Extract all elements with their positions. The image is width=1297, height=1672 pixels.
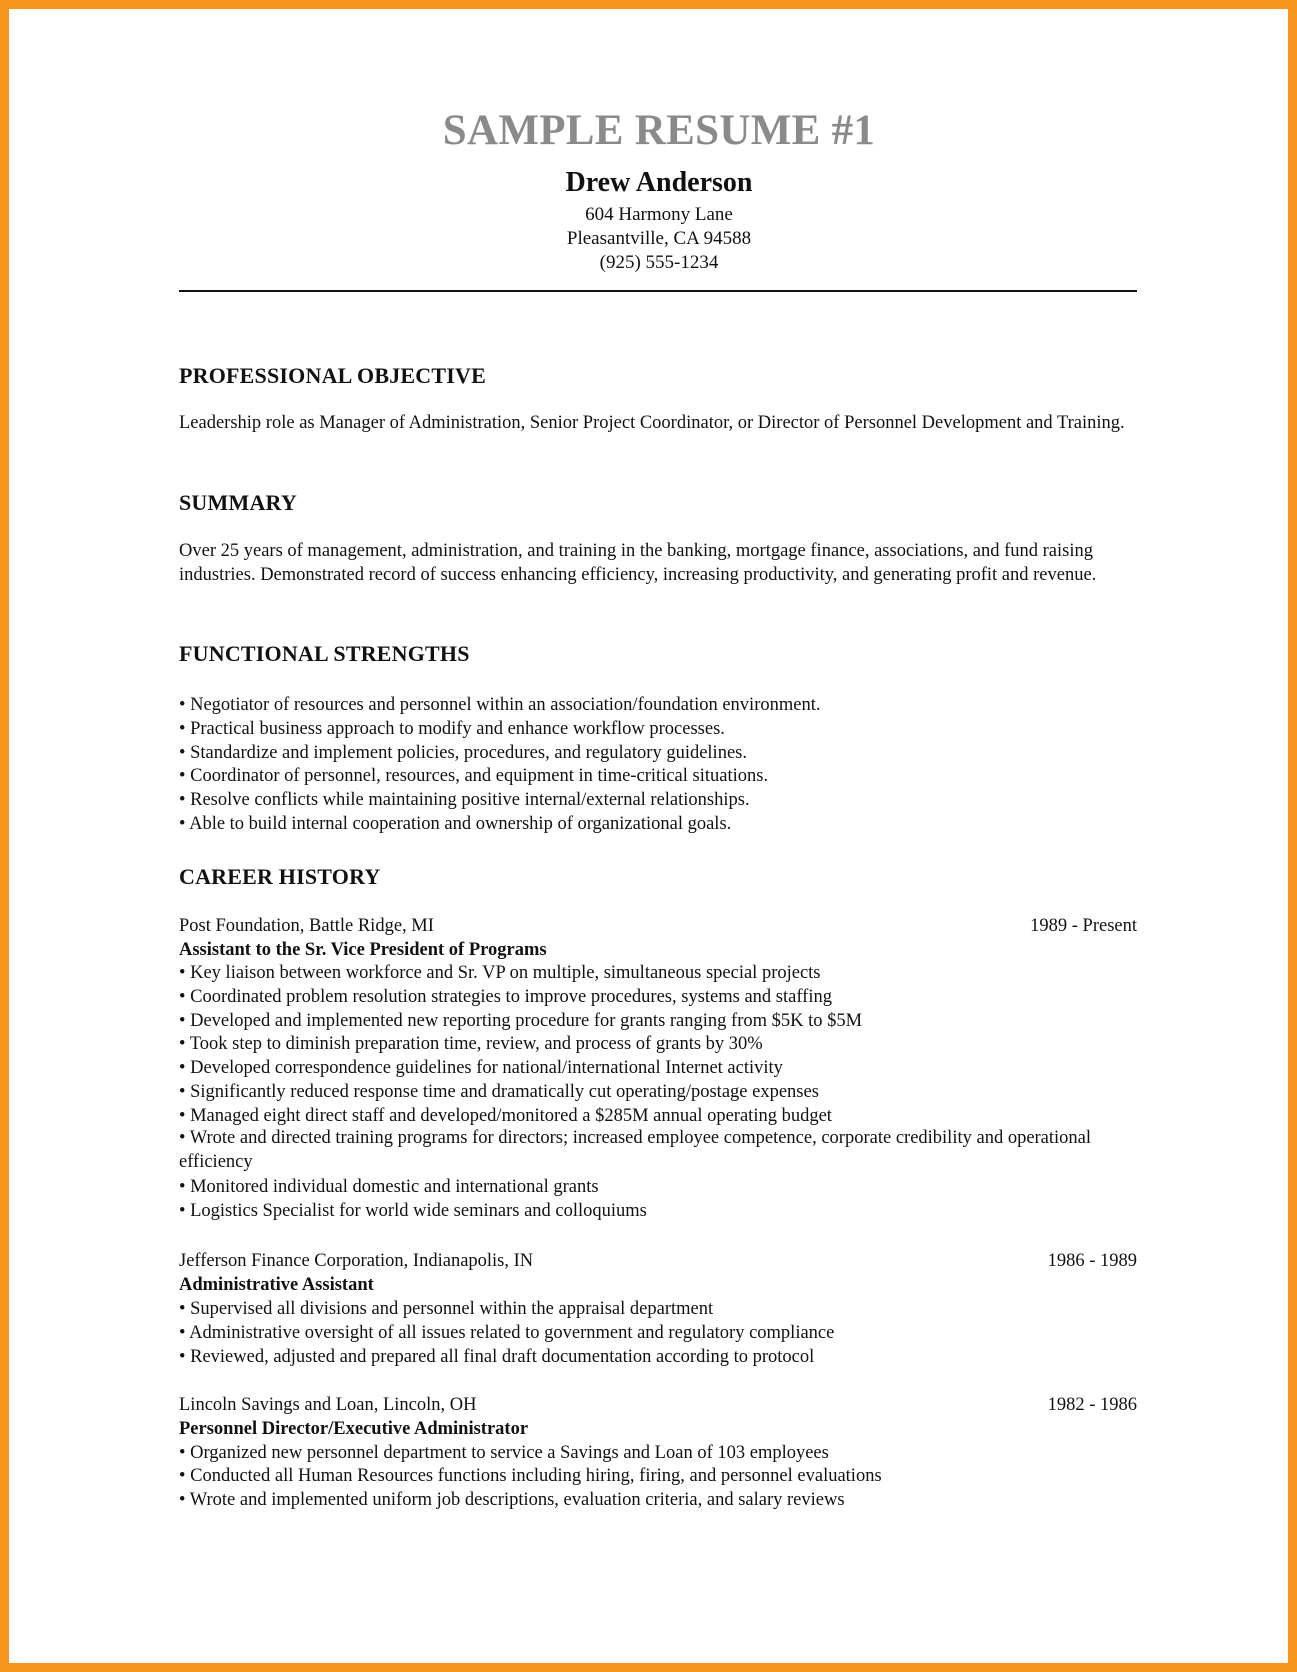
strength-item: • Resolve conflicts while maintaining positive internal/external relationships. <box>179 790 750 810</box>
strength-item: • Able to build internal cooperation and ownership of organizational goals. <box>179 814 732 834</box>
job-employer: Lincoln Savings and Loan, Lincoln, OH <box>179 1395 477 1415</box>
job-item: • Key liaison between workforce and Sr. VP on multiple, simultaneous special projects <box>179 963 821 983</box>
job-item: • Developed and implemented new reporting procedure for grants ranging from $5K to $5M <box>179 1011 863 1031</box>
job-item: • Managed eight direct staff and developed/monitored a $285M annual operating budget <box>179 1106 832 1126</box>
job-employer: Post Foundation, Battle Ridge, MI <box>179 916 434 936</box>
job-item: • Developed correspondence guidelines for national/international Internet activity <box>179 1058 783 1078</box>
applicant-name: Drew Anderson <box>565 167 753 198</box>
job-employer: Jefferson Finance Corporation, Indianapolis, IN <box>179 1251 534 1271</box>
strengths-heading: FUNCTIONAL STRENGTHS <box>179 641 470 666</box>
job-item: • Organized new personnel department to service a Savings and Loan of 103 employees <box>179 1443 829 1463</box>
job-dates: 1986 - 1989 <box>1047 1251 1137 1271</box>
job-dates: 1982 - 1986 <box>1047 1395 1137 1415</box>
job-item: • Significantly reduced response time and dramatically cut operating/postage expenses <box>179 1082 819 1102</box>
phone-number: (925) 555-1234 <box>599 252 719 273</box>
job-title: Assistant to the Sr. Vice President of Programs <box>179 940 547 960</box>
job-item: • Logistics Specialist for world wide seminars and colloquiums <box>179 1201 647 1221</box>
job-item: • Reviewed, adjusted and prepared all final draft documentation according to protocol <box>179 1347 815 1367</box>
header-divider <box>179 290 1137 292</box>
job-item: • Wrote and directed training programs for directors; increased employee competence, corporate credibility and operational efficiency <box>179 1128 1092 1172</box>
job-title: Personnel Director/Executive Administrator <box>179 1419 529 1439</box>
objective-heading: PROFESSIONAL OBJECTIVE <box>179 363 486 388</box>
summary-text: Over 25 years of management, administration, and training in the banking, mortgage finance, associations, and fund raising industries. Demonstrated record of success enhancing efficiency, increasing productivity, and generating profit and revenue. <box>179 541 1097 585</box>
summary-heading: SUMMARY <box>179 490 297 515</box>
job-item: • Monitored individual domestic and international grants <box>179 1177 599 1197</box>
job-item: • Took step to diminish preparation time, review, and process of grants by 30% <box>179 1034 763 1054</box>
job-dates: 1989 - Present <box>1030 916 1137 936</box>
strength-item: • Standardize and implement policies, procedures, and regulatory guidelines. <box>179 743 747 763</box>
job-item: • Conducted all Human Resources functions including hiring, firing, and personnel evaluations <box>179 1466 882 1486</box>
job-item: • Supervised all divisions and personnel within the appraisal department <box>179 1299 714 1319</box>
address-line-2: Pleasantville, CA 94588 <box>566 228 752 249</box>
strength-item: • Negotiator of resources and personnel within an association/foundation environment. <box>179 695 821 715</box>
job-item: • Administrative oversight of all issues related to government and regulatory compliance <box>179 1323 835 1343</box>
job-item: • Coordinated problem resolution strategies to improve procedures, systems and staffing <box>179 987 832 1007</box>
objective-text: Leadership role as Manager of Administration, Senior Project Coordinator, or Director of Personnel Development and Training. <box>179 413 1125 433</box>
document-title: SAMPLE RESUME #1 <box>442 107 876 154</box>
job-item: • Wrote and implemented uniform job descriptions, evaluation criteria, and salary reviews <box>179 1490 845 1510</box>
job-title: Administrative Assistant <box>179 1275 374 1295</box>
address-line-1: 604 Harmony Lane <box>585 204 733 225</box>
career-heading: CAREER HISTORY <box>179 864 381 889</box>
strength-item: • Practical business approach to modify and enhance workflow processes. <box>179 719 725 739</box>
strength-item: • Coordinator of personnel, resources, and equipment in time-critical situations. <box>179 766 769 786</box>
